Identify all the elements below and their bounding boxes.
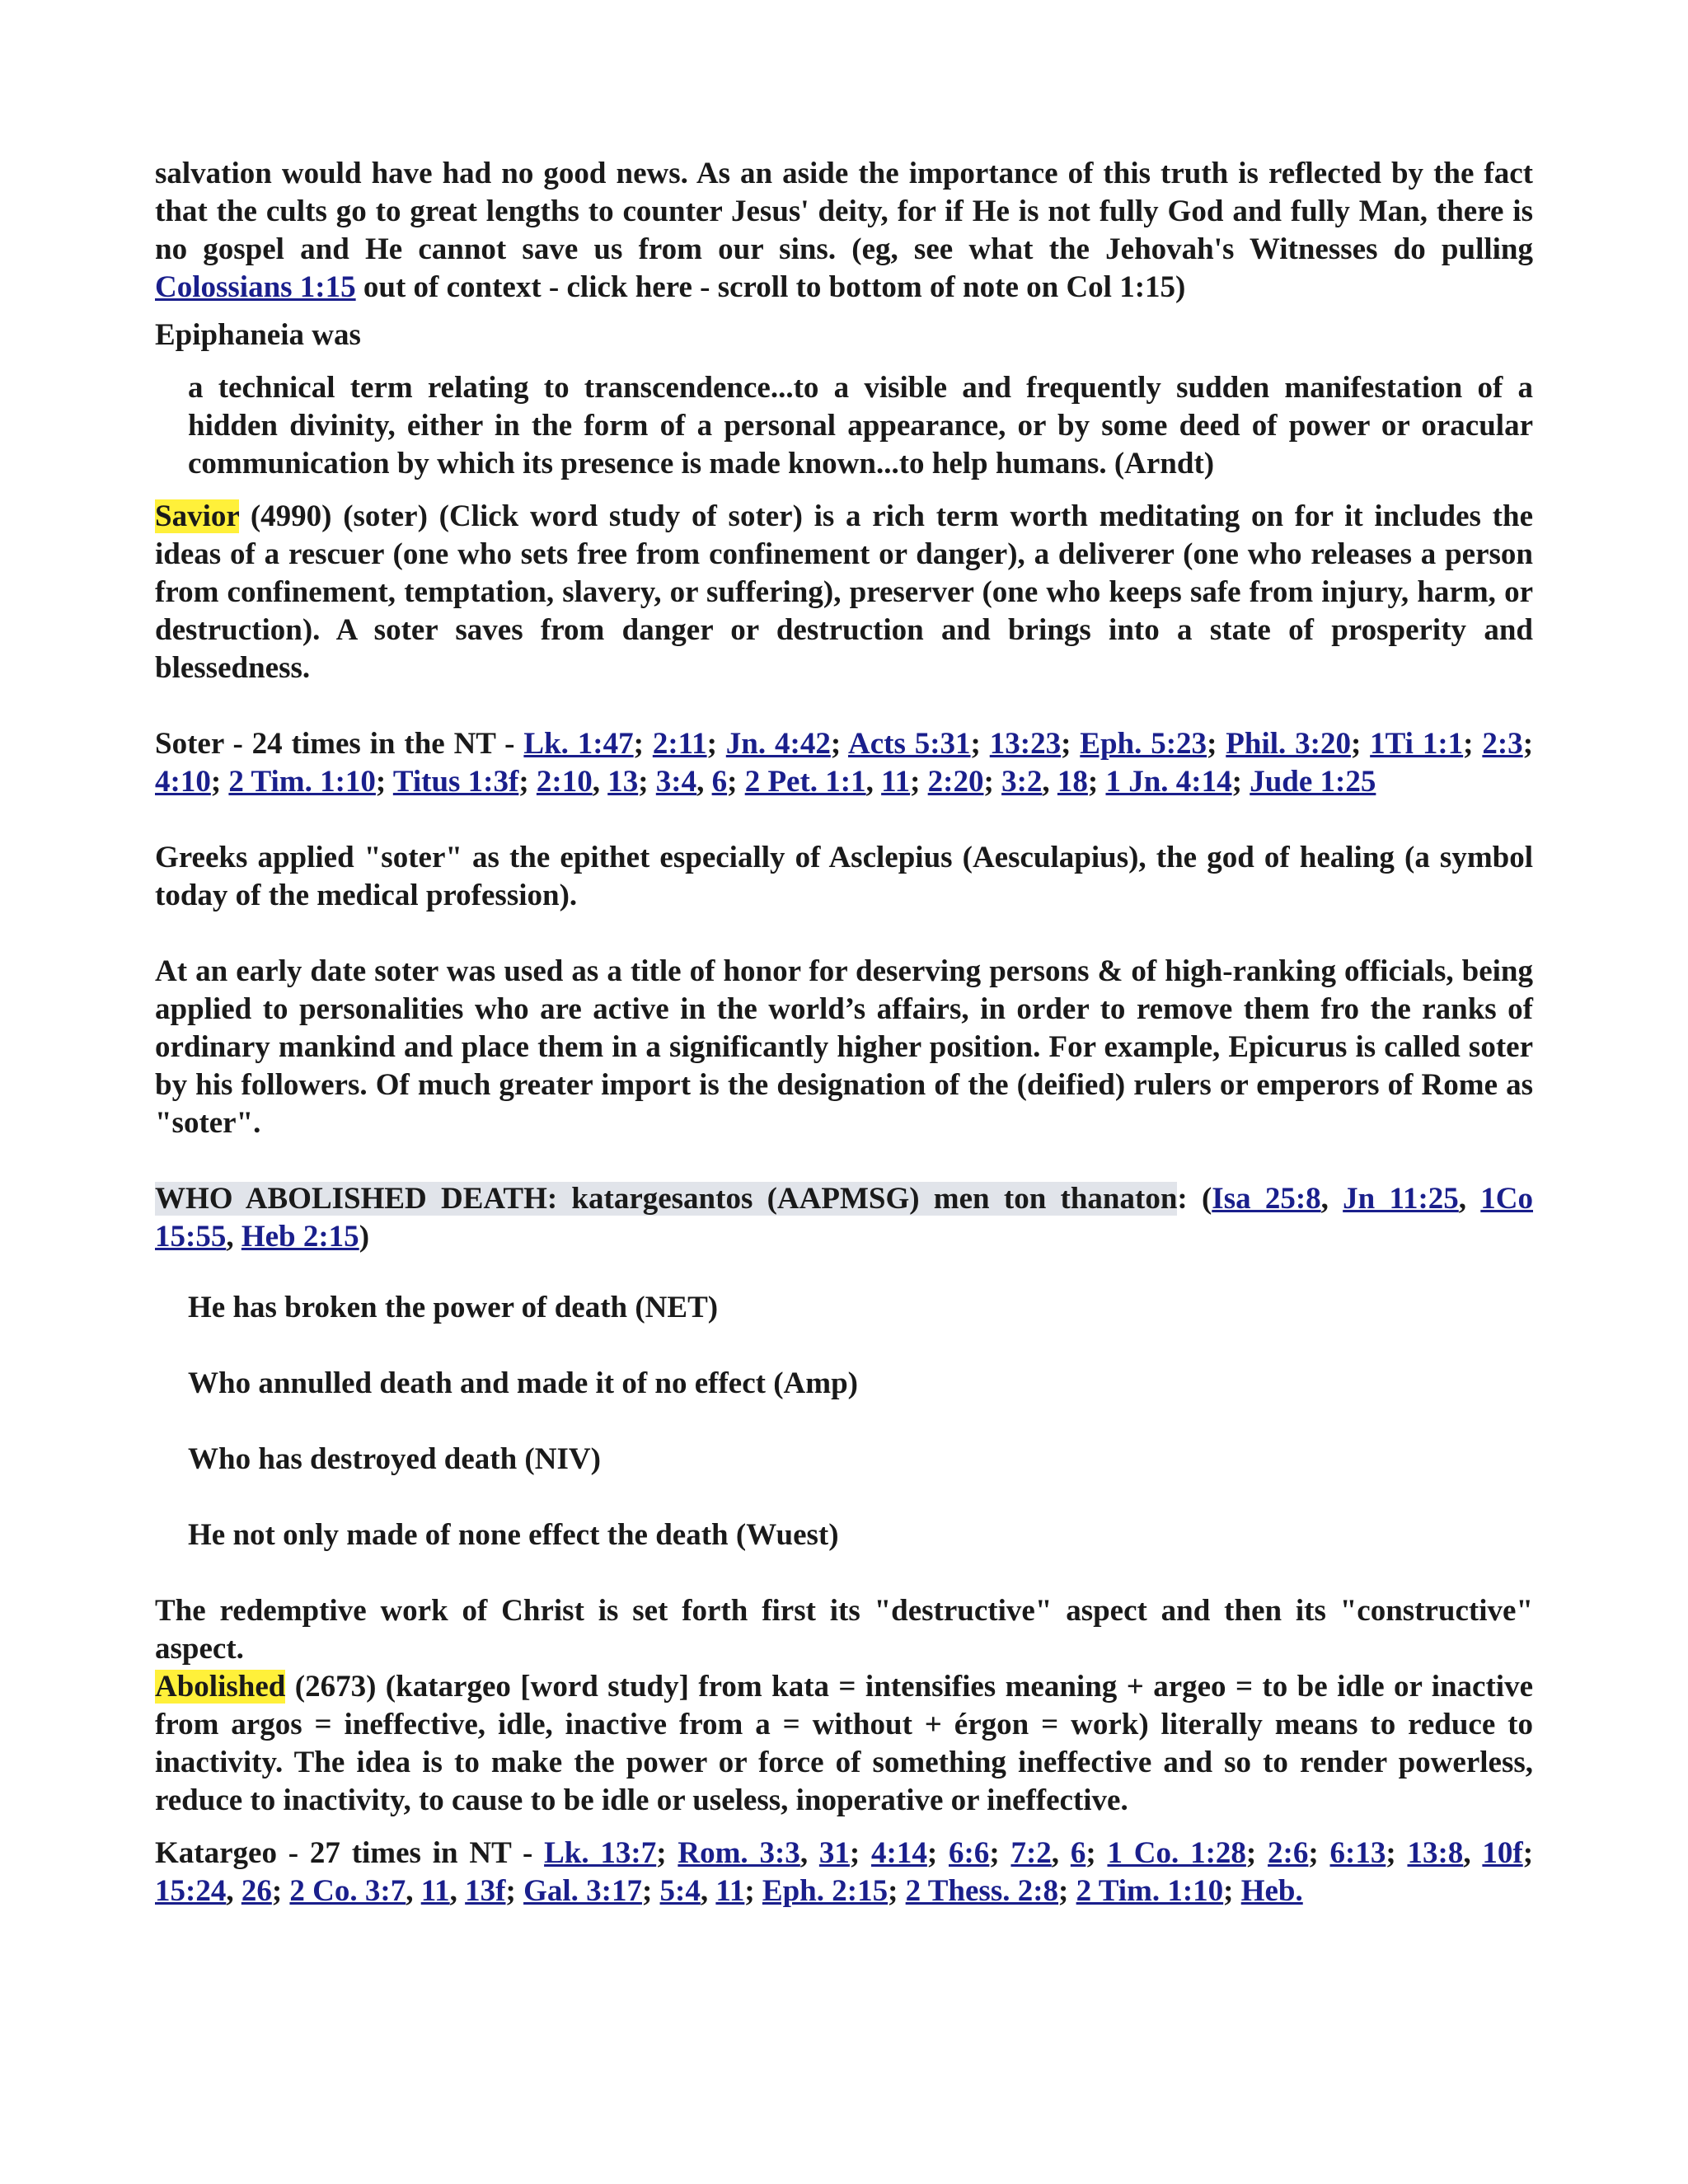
scripture-link[interactable]: 1 Jn. 4:14 (1105, 765, 1232, 799)
scripture-link[interactable]: Jn. 4:42 (725, 727, 831, 761)
scripture-link[interactable]: 6 (711, 765, 728, 799)
scripture-link[interactable]: 2:10 (536, 765, 593, 799)
scripture-link[interactable]: 2:11 (652, 727, 707, 761)
scripture-link[interactable]: 13:8 (1407, 1836, 1464, 1870)
scripture-link[interactable]: 6 (1070, 1836, 1086, 1870)
scripture-link[interactable]: 2:6 (1268, 1836, 1309, 1870)
scripture-link[interactable]: 7:2 (1010, 1836, 1052, 1870)
scripture-link[interactable]: 4:14 (871, 1836, 927, 1870)
scripture-link[interactable]: 18 (1057, 765, 1088, 799)
scripture-link[interactable]: Rom. 3:3 (678, 1836, 800, 1870)
scripture-link[interactable]: Isa 25:8 (1212, 1182, 1321, 1216)
scripture-link[interactable]: 11 (420, 1874, 450, 1908)
scripture-link[interactable]: 6:13 (1329, 1836, 1386, 1870)
translations-list (155, 1289, 1533, 1554)
paragraph-salvation: salvation would have had no good news. As an aside the importance of this truth is reflected by the fact that the cults go to great lengths to counter Jesus' deity, for if He is not fully God and fully Man, there is no gospel and He cannot save us from our sins. (eg, see what the Jehovah's Witnesses do pulling Colossians 1:15 out of context - click here - scroll to bottom of note on Col 1:15) (155, 157, 1533, 304)
scripture-link[interactable]: Phil. 3:20 (1226, 727, 1351, 761)
scripture-link[interactable]: 2 Thess. 2:8 (905, 1874, 1059, 1908)
scripture-link[interactable]: Eph. 2:15 (762, 1874, 889, 1908)
scripture-link[interactable]: 15:24 (155, 1874, 227, 1908)
scripture-link[interactable]: Heb 2:15 (241, 1220, 359, 1254)
katargeo-references: Katargeo - 27 times in NT - Lk. 13:7; Rom. 3:3, 31; 4:14; 6:6; 7:2, 6; 1 Co. 1:28; 2:6; 6:13; 13:8, 10f; 15:24, 26; 2 Co. 3:7, 11, 13f; Gal. 3:17; 5:4, 11; Eph. 2:15; 2 Thess. 2:8; 2 Tim. 1:10; Heb. (155, 1836, 1534, 1908)
paragraph-greeks: Greeks applied "soter" as the epithet especially of Asclepius (Aesculapius), the god of healing (a symbol today of the medical profession). (155, 841, 1533, 912)
quote-arndt: a technical term relating to transcendence...to a visible and frequently sudden manifestation of a hidden divinity, either in the form of a personal appearance, or by some deed of power or oracular communication by which its presence is made known...to help humans. (Arndt) (188, 371, 1533, 480)
scripture-link[interactable]: 3:4 (655, 765, 697, 799)
scripture-link[interactable]: Titus 1:3f (392, 765, 519, 799)
scripture-link[interactable]: 2 Pet. 1:1 (744, 765, 866, 799)
scripture-link[interactable]: Eph. 5:23 (1080, 727, 1207, 761)
translation-item: He has broken the power of death (NET) (188, 1291, 719, 1324)
highlight-abolished: Abolished (155, 1670, 286, 1704)
highlight-savior: Savior (155, 499, 240, 533)
scripture-link[interactable]: 1Ti 1:1 (1370, 727, 1464, 761)
paragraph-redemptive: The redemptive work of Christ is set forth first its "destructive" aspect and then its "constructive" aspect. (155, 1594, 1533, 1666)
paragraph-early-date: At an early date soter was used as a title of honor for deserving persons & of high-ranking officials, being applied to personalities who are active in the world’s affairs, in order to remove them fro the ranks of ordinary mankind and place them in a significantly higher position. For example, Epicurus is called soter by his followers. Of much greater import is the designation of the (deified) rulers or emperors of Rome as "soter". (155, 954, 1533, 1140)
scripture-link[interactable]: 13:23 (989, 727, 1062, 761)
link-colossians[interactable]: Colossians 1:15 (155, 270, 356, 304)
scripture-link[interactable]: Gal. 3:17 (523, 1874, 642, 1908)
heading-band: WHO ABOLISHED DEATH: katargesantos (AAPMSG) men ton thanaton (155, 1182, 1178, 1216)
scripture-link[interactable]: 6:6 (948, 1836, 990, 1870)
scripture-link[interactable]: 1Co 15:55 (155, 1182, 1534, 1254)
scripture-link[interactable]: 1 Co. 1:28 (1107, 1836, 1246, 1870)
scripture-link[interactable]: 26 (241, 1874, 272, 1908)
document-page (155, 155, 1533, 1910)
scripture-link[interactable]: Jn 11:25 (1343, 1182, 1459, 1216)
section-heading-abolished-death: WHO ABOLISHED DEATH: katargesantos (AAPMSG) men ton thanaton: (Isa 25:8, Jn 11:25, 1Co 15:55, Heb 2:15) (155, 1182, 1534, 1254)
paragraph-savior: Savior (4990) (soter) (Click word study of soter) is a rich term worth meditating on for it includes the ideas of a rescuer (one who sets free from confinement or danger), a deliverer (one who releases a person from confinement, temptation, slavery, or suffering), preserver (one who keeps safe from injury, harm, or destruction). A soter saves from danger or destruction and brings into a state of prosperity and blessedness. (155, 499, 1533, 685)
scripture-link[interactable]: 5:4 (659, 1874, 701, 1908)
translation-item: Who has destroyed death (NIV) (188, 1442, 601, 1476)
paragraph-epiphaneia: Epiphaneia was (155, 318, 361, 352)
scripture-link[interactable]: 2:20 (927, 765, 984, 799)
scripture-link[interactable]: 4:10 (155, 765, 211, 799)
paragraph-abolished: Abolished (2673) (katargeo [word study] from kata = intensifies meaning + argeo = to be idle or inactive from argos = ineffective, idle, inactive from a = without + érgon = work) literally means to reduce to inactivity. The idea is to make the power or force of something ineffective and so to render powerless, reduce to inactivity, to cause to be idle or useless, inoperative or ineffective. (155, 1670, 1533, 1817)
scripture-link[interactable]: 2:3 (1482, 727, 1523, 761)
scripture-link[interactable]: 13 (607, 765, 639, 799)
scripture-link[interactable]: Lk. 1:47 (523, 727, 634, 761)
scripture-link[interactable]: 3:2 (1001, 765, 1043, 799)
scripture-link[interactable]: 11 (881, 765, 911, 799)
translation-item: Who annulled death and made it of no effect (Amp) (188, 1366, 858, 1400)
scripture-link[interactable]: 2 Co. 3:7 (289, 1874, 406, 1908)
scripture-link[interactable]: Jude 1:25 (1250, 765, 1376, 799)
scripture-link[interactable]: 2 Tim. 1:10 (1076, 1874, 1224, 1908)
scripture-link[interactable]: 10f (1482, 1836, 1523, 1870)
scripture-link[interactable]: 13f (465, 1874, 506, 1908)
scripture-link[interactable]: 11 (715, 1874, 745, 1908)
scripture-link[interactable]: 2 Tim. 1:10 (228, 765, 376, 799)
scripture-link[interactable]: 31 (818, 1836, 850, 1870)
soter-references: Soter - 24 times in the NT - Lk. 1:47; 2:11; Jn. 4:42; Acts 5:31; 13:23; Eph. 5:23; Phil. 3:20; 1Ti 1:1; 2:3; 4:10; 2 Tim. 1:10; Titus 1:3f; 2:10, 13; 3:4, 6; 2 Pet. 1:1, 11; 2:20; 3:2, 18; 1 Jn. 4:14; Jude 1:25 (155, 727, 1534, 799)
translation-item: He not only made of none effect the death (Wuest) (188, 1518, 839, 1552)
scripture-link[interactable]: Heb. (1240, 1874, 1303, 1908)
scripture-link[interactable]: Acts 5:31 (847, 727, 971, 761)
scripture-link[interactable]: Lk. 13:7 (544, 1836, 657, 1870)
